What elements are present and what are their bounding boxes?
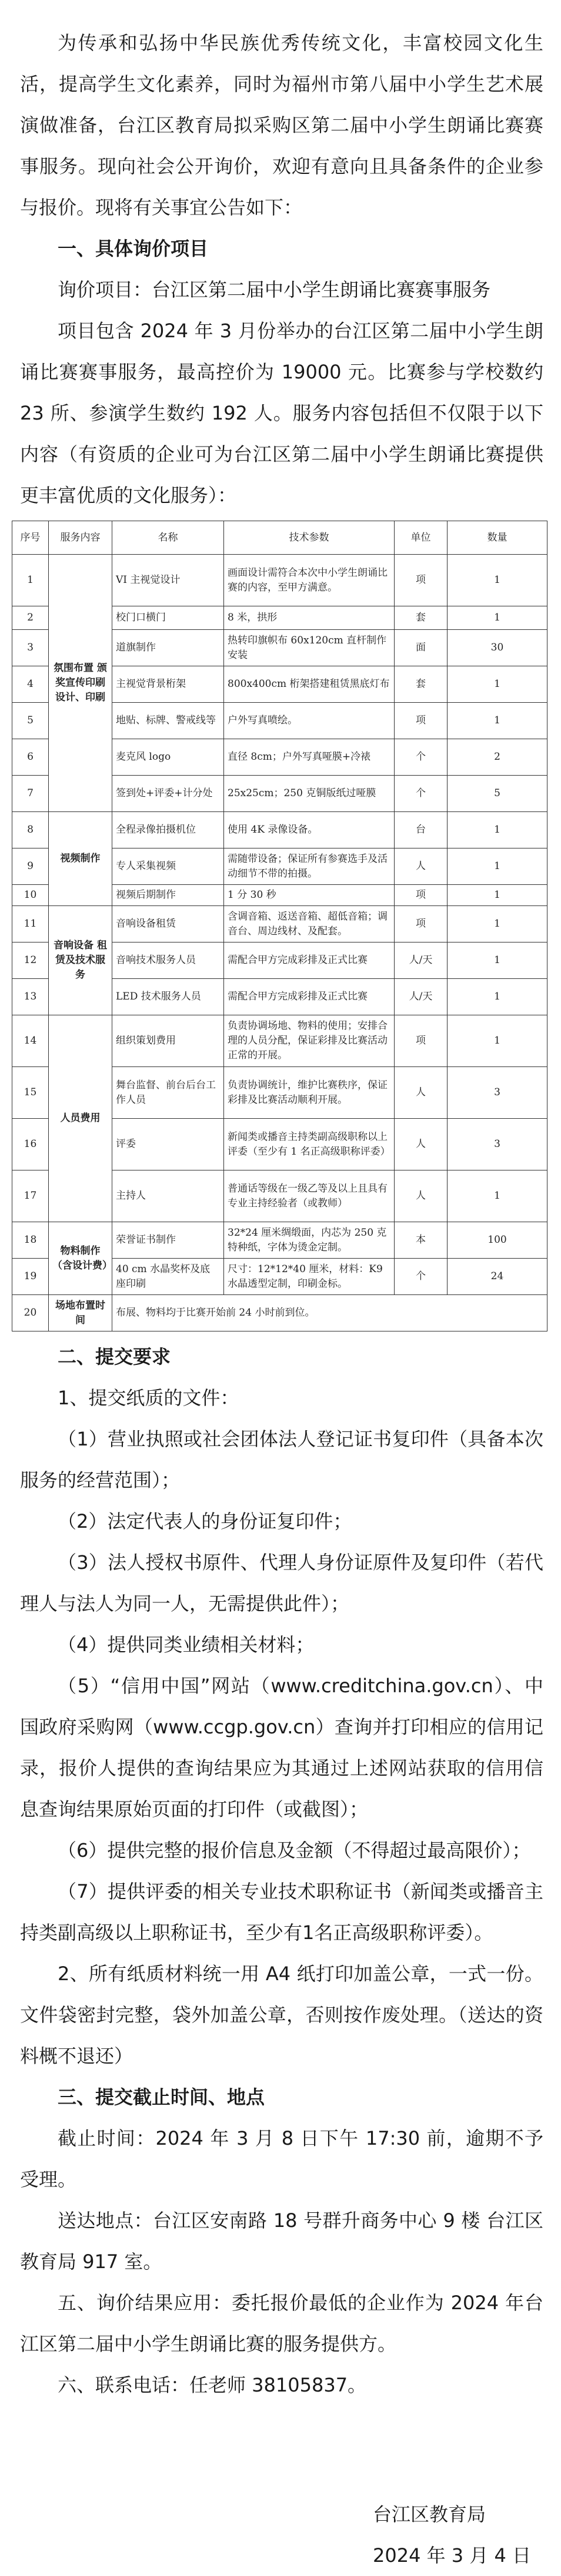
- intro-paragraph: 为传承和弘扬中华民族优秀传统文化，丰富校园文化生活，提高学生文化素养，同时为福州市第八届中小学生艺术展演做准备，台江区教育局拟采购区第二届中小学生朗诵比赛赛事服务。现向社会公开询价，欢迎有意向且具备条件的企业参与报价。现将有关事宜公告如下：: [20, 32, 543, 219]
- table-row: [12, 1015, 547, 1067]
- row-name: 全程录像拍摄机位: [112, 812, 224, 848]
- table-row: [12, 812, 547, 848]
- requirement-1-7: （7）提供评委的相关专业技术职称证书（新闻类或播音主持类副高级以上职称证书，至少有1名正高级职称评委）。: [20, 1880, 543, 1944]
- table-row: [12, 906, 547, 942]
- row-spec: 直径 8cm；户外写真哑膜+冷裱: [224, 739, 395, 776]
- row-unit: 个: [395, 776, 448, 812]
- row-unit: 本: [395, 1222, 448, 1259]
- row-no: 18: [12, 1222, 49, 1259]
- row-spec: 画面设计需符合本次中小学生朗诵比赛的内容，至甲方满意。: [224, 555, 395, 606]
- header-name: 名称: [112, 521, 224, 555]
- row-qty: 1: [448, 606, 547, 630]
- inquiry-item-description: 项目包含 2024 年 3 月份举办的台江区第二届中小学生朗诵比赛赛事服务，最高控价为 19000 元。比赛参与学校数约 23 所、参演学生数约 192 人。服务内容包括但不仅限于以下内容（有资质的企业可为台江区第二届中小学生朗诵比赛提供更丰富优质的文化服务）：: [20, 320, 543, 507]
- row-qty: 1: [448, 1170, 547, 1222]
- row-no: 10: [12, 885, 49, 906]
- group-cell: 氛围布置 颁奖宣传印刷设计、印刷: [49, 555, 112, 812]
- row-unit: 项: [395, 885, 448, 906]
- row-name: 视频后期制作: [112, 885, 224, 906]
- row-unit: 台: [395, 812, 448, 848]
- row-name: 道旗制作: [112, 630, 224, 666]
- row-unit: 人: [395, 848, 448, 885]
- requirement-1-1: （1）营业执照或社会团体法人登记证书复印件（具备本次服务的经营范围）；: [20, 1428, 543, 1491]
- row-no: 1: [12, 555, 49, 606]
- group-cell: 音响设备 租赁及技术服务: [49, 906, 112, 1015]
- row-no: 6: [12, 739, 49, 776]
- contact-text: 六、联系电话：任老师 38105837。: [58, 2374, 367, 2396]
- requirement-1-2: （2）法定代表人的身份证复印件；: [58, 1510, 352, 1532]
- requirement-1-3: （3）法人授权书原件、代理人身份证原件及复印件（若代理人与法人为同一人，无需提供此件）；: [20, 1551, 543, 1615]
- row-unit: 人/天: [395, 942, 448, 979]
- row-qty: 1: [448, 906, 547, 942]
- row-no: 2: [12, 606, 49, 630]
- row-no: 13: [12, 979, 49, 1015]
- section-5-text: 五、询价结果应用：委托报价最低的企业作为 2024 年台江区第二届中小学生朗诵比赛的服务提供方。: [20, 2292, 543, 2355]
- row-qty: 1: [448, 848, 547, 885]
- row-name: 组织策划费用: [112, 1015, 224, 1067]
- table-header-row: [12, 521, 547, 555]
- row-qty: 1: [448, 1015, 547, 1067]
- row-qty: 24: [448, 1259, 547, 1295]
- row-spec: 尺寸：12*12*40 厘米，材料：K9 水晶透型定制，印刷金标。: [224, 1259, 395, 1295]
- row-qty: 1: [448, 942, 547, 979]
- signature-date: 2024 年 3 月 4 日: [373, 2544, 532, 2567]
- requirement-2: 2、所有纸质材料统一用 A4 纸打印加盖公章，一式一份。文件袋密封完整，袋外加盖公章，否则按作废处理。（送达的资料概不退还）: [20, 1963, 543, 2067]
- row-qty: 5: [448, 776, 547, 812]
- row-no: 8: [12, 812, 49, 848]
- row-unit: 人: [395, 1170, 448, 1222]
- row-no: 11: [12, 906, 49, 942]
- service-table: [12, 521, 547, 1331]
- row-name: VI 主视觉设计: [112, 555, 224, 606]
- row-spec: 负责协调场地、物料的使用；安排合理的人员分配，保证彩排及比赛活动正常的开展。: [224, 1015, 395, 1067]
- row-no: 15: [12, 1067, 49, 1119]
- row-unit: 个: [395, 739, 448, 776]
- header-no: 序号: [12, 521, 49, 555]
- row-qty: 1: [448, 812, 547, 848]
- signature-block: [20, 2494, 543, 2576]
- requirement-1-4: （4）提供同类业绩相关材料；: [58, 1634, 315, 1656]
- row-qty: 1: [448, 555, 547, 606]
- row-spec: 负责协调统计，维护比赛秩序，保证彩排及比赛活动顺利开展。: [224, 1067, 395, 1119]
- row-name: 音响设备租赁: [112, 906, 224, 942]
- row-name: 荣誉证书制作: [112, 1222, 224, 1259]
- row-unit: 套: [395, 666, 448, 703]
- requirement-1-6: （6）提供完整的报价信息及金额（不得超过最高限价）；: [58, 1839, 531, 1861]
- header-service: 服务内容: [49, 521, 112, 555]
- row-no: 3: [12, 630, 49, 666]
- row-unit: 项: [395, 703, 448, 739]
- row-no: 20: [12, 1295, 49, 1331]
- row-spec: 需随带设备；保证所有参赛选手及活动细节不带的拍摄。: [224, 848, 395, 885]
- row-qty: 1: [448, 703, 547, 739]
- row-name: 评委: [112, 1119, 224, 1170]
- row-spec: 使用 4K 录像设备。: [224, 812, 395, 848]
- row-no: 19: [12, 1259, 49, 1295]
- table-row: [12, 1295, 547, 1331]
- row-name: 40 cm 水晶奖杯及底座印刷: [112, 1259, 224, 1295]
- row-no: 16: [12, 1119, 49, 1170]
- row-spec: 1 分 30 秒: [224, 885, 395, 906]
- row-no: 17: [12, 1170, 49, 1222]
- row-name: 麦克风 logo: [112, 739, 224, 776]
- header-spec: 技术参数: [224, 521, 395, 555]
- table-row: [12, 555, 547, 606]
- row-name: 地贴、标牌、警戒线等: [112, 703, 224, 739]
- row-no: 14: [12, 1015, 49, 1067]
- signature-org: 台江区教育局: [373, 2503, 486, 2525]
- group-cell: 物料制作（含设计费）: [49, 1222, 112, 1295]
- row-name: 舞台监督、前台后台工作人员: [112, 1067, 224, 1119]
- inquiry-item-line: 询价项目：台江区第二届中小学生朗诵比赛赛事服务: [58, 279, 491, 301]
- row-unit: 人/天: [395, 979, 448, 1015]
- section-2-heading: 二、提交要求: [58, 1346, 171, 1368]
- row-unit: 面: [395, 630, 448, 666]
- row-unit: 个: [395, 1259, 448, 1295]
- deadline-text: 截止时间：2024 年 3 月 8 日下午 17:30 前，逾期不予受理。: [20, 2127, 543, 2191]
- row-qty: 1: [448, 885, 547, 906]
- row-unit: 人: [395, 1067, 448, 1119]
- row-spec: 布展、物料均于比赛开始前 24 小时前到位。: [112, 1295, 547, 1331]
- row-spec: 含调音箱、返送音箱、超低音箱；调音台、周边线材、及配套。: [224, 906, 395, 942]
- row-qty: 1: [448, 979, 547, 1015]
- address-text: 送达地点：台江区安南路 18 号群升商务中心 9 楼 台江区教育局 917 室。: [20, 2209, 543, 2273]
- row-unit: 项: [395, 906, 448, 942]
- row-name: LED 技术服务人员: [112, 979, 224, 1015]
- row-unit: 项: [395, 1015, 448, 1067]
- row-name: 主持人: [112, 1170, 224, 1222]
- row-no: 12: [12, 942, 49, 979]
- section-3-heading: 三、提交截止时间、地点: [58, 2086, 265, 2108]
- row-qty: 3: [448, 1067, 547, 1119]
- row-name: 专人采集视频: [112, 848, 224, 885]
- group-cell: 人员费用: [49, 1015, 112, 1222]
- header-qty: 数量: [448, 521, 547, 555]
- row-spec: 32*24 厘米绸缎面，内芯为 250 克特种纸，字体为烫金定制。: [224, 1222, 395, 1259]
- row-qty: 1: [448, 666, 547, 703]
- row-no: 9: [12, 848, 49, 885]
- table-row: [12, 1222, 547, 1259]
- group-cell: 场地布置时间: [49, 1295, 112, 1331]
- row-spec: 新闻类或播音主持类副高级职称以上评委（至少有 1 名正高级职称评委）: [224, 1119, 395, 1170]
- row-name: 签到处+评委+计分处: [112, 776, 224, 812]
- row-no: 4: [12, 666, 49, 703]
- row-qty: 100: [448, 1222, 547, 1259]
- row-qty: 30: [448, 630, 547, 666]
- row-spec: 热转印旗帜布 60x120cm 直杆制作安装: [224, 630, 395, 666]
- row-spec: 8 米，拱形: [224, 606, 395, 630]
- row-name: 主视觉背景桁架: [112, 666, 224, 703]
- requirement-1: 1、提交纸质的文件：: [58, 1387, 239, 1409]
- row-spec: 户外写真喷绘。: [224, 703, 395, 739]
- row-name: 校门口横门: [112, 606, 224, 630]
- section-1-heading: 一、具体询价项目: [58, 237, 209, 260]
- requirement-1-5: （5）“信用中国”网站（www.creditchina.gov.cn）、中国政府采购网（www.ccgp.gov.cn）查询并打印相应的信用记录，报价人提供的查询结果应为其通过上述网站获取的信用信息查询结果原始页面的打印件（或截图）；: [20, 1675, 543, 1820]
- row-qty: 2: [448, 739, 547, 776]
- row-spec: 需配合甲方完成彩排及正式比赛: [224, 979, 395, 1015]
- row-spec: 普通话等级在一级乙等及以上且具有专业主持经验者（或教师）: [224, 1170, 395, 1222]
- row-spec: 25x25cm；250 克铜版纸过哑膜: [224, 776, 395, 812]
- row-unit: 项: [395, 555, 448, 606]
- row-no: 5: [12, 703, 49, 739]
- row-qty: 3: [448, 1119, 547, 1170]
- row-spec: 800x400cm 桁架搭建租赁黑底灯布: [224, 666, 395, 703]
- row-no: 7: [12, 776, 49, 812]
- row-unit: 人: [395, 1119, 448, 1170]
- row-name: 音响技术服务人员: [112, 942, 224, 979]
- group-cell: 视频制作: [49, 812, 112, 906]
- row-spec: 需配合甲方完成彩排及正式比赛: [224, 942, 395, 979]
- row-unit: 套: [395, 606, 448, 630]
- header-unit: 单位: [395, 521, 448, 555]
